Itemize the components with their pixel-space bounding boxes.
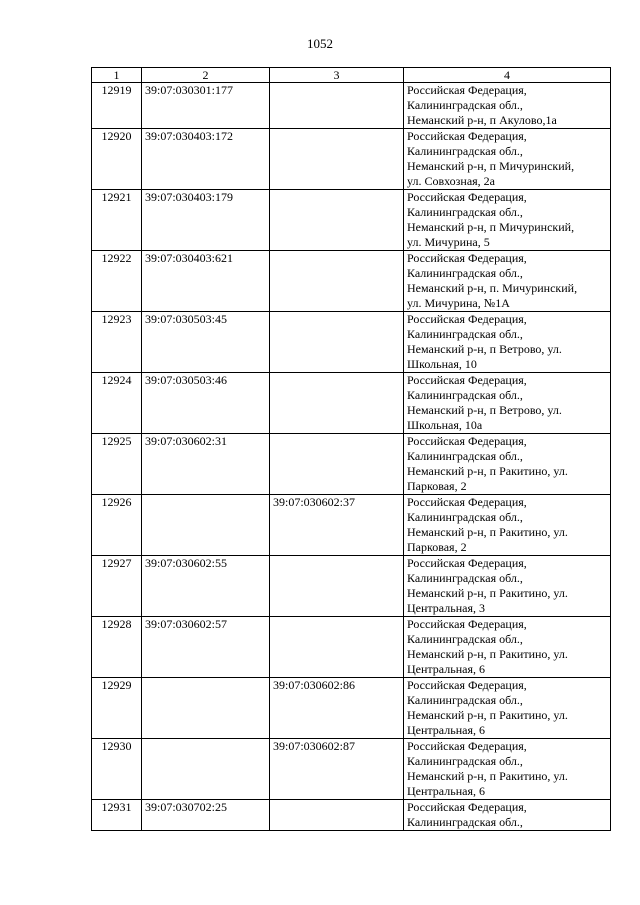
column-header-3: 3 (270, 68, 404, 83)
address-line: Российская Федерация, (407, 129, 527, 143)
column-header-4: 4 (404, 68, 611, 83)
address-line: Парковая, 2 (407, 479, 467, 493)
address-line: Неманский р-н, п Ракитино, ул. (407, 586, 568, 600)
address-line: Неманский р-н, п Ракитино, ул. (407, 769, 568, 783)
cadastral-number-alt-cell (270, 129, 404, 190)
cadastral-number-cell: 39:07:030702:25 (142, 800, 270, 831)
address-line: Неманский р-н, п Мичуринский, (407, 220, 575, 234)
cadastral-number-alt-cell (270, 617, 404, 678)
table-row (92, 373, 611, 434)
address-cell (404, 617, 611, 678)
address-line: Калининградская обл., (407, 510, 523, 524)
table-row (92, 83, 611, 129)
cadastral-number-cell (142, 739, 270, 800)
address-cell (404, 678, 611, 739)
cadastral-number-alt-cell: 39:07:030602:37 (270, 495, 404, 556)
address-line: Калининградская обл., (407, 632, 523, 646)
address-line: Российская Федерация, (407, 739, 527, 753)
address-line: Российская Федерация, (407, 434, 527, 448)
cadastral-number-alt-cell (270, 190, 404, 251)
address-line: Неманский р-н, п. Мичуринский, (407, 281, 578, 295)
table-row (92, 251, 611, 312)
table-row (92, 190, 611, 251)
row-number-cell: 12929 (92, 678, 142, 739)
address-line: Калининградская обл., (407, 571, 523, 585)
row-number-cell: 12926 (92, 495, 142, 556)
table-row (92, 129, 611, 190)
table-row (92, 739, 611, 800)
table-row (92, 678, 611, 739)
cadastral-number-cell: 39:07:030301:177 (142, 83, 270, 129)
row-number-cell: 12931 (92, 800, 142, 831)
cadastral-number-cell: 39:07:030503:46 (142, 373, 270, 434)
address-line: Калининградская обл., (407, 205, 523, 219)
cadastral-number-alt-cell (270, 373, 404, 434)
address-line: Парковая, 2 (407, 540, 467, 554)
address-cell (404, 190, 611, 251)
address-line: Российская Федерация, (407, 83, 527, 97)
cadastral-number-alt-cell (270, 251, 404, 312)
row-number-cell: 12923 (92, 312, 142, 373)
address-line: Калининградская обл., (407, 144, 523, 158)
address-line: Неманский р-н, п Акулово,1а (407, 113, 557, 127)
address-line: Неманский р-н, п Ветрово, ул. (407, 342, 562, 356)
address-cell (404, 83, 611, 129)
cadastral-number-alt-cell (270, 800, 404, 831)
address-line: Центральная, 6 (407, 784, 485, 798)
address-line: Российская Федерация, (407, 495, 527, 509)
page-number: 1052 (307, 36, 333, 51)
row-number-cell: 12928 (92, 617, 142, 678)
address-line: ул. Мичурина, 5 (407, 235, 490, 249)
address-line: Неманский р-н, п Ракитино, ул. (407, 708, 568, 722)
address-line: Неманский р-н, п Ветрово, ул. (407, 403, 562, 417)
address-line: Неманский р-н, п Ракитино, ул. (407, 525, 568, 539)
address-line: Центральная, 6 (407, 662, 485, 676)
row-number-cell: 12927 (92, 556, 142, 617)
table-row (92, 434, 611, 495)
header-row (92, 68, 611, 83)
column-header-2: 2 (142, 68, 270, 83)
address-line: Калининградская обл., (407, 815, 523, 829)
cadastral-number-alt-cell: 39:07:030602:86 (270, 678, 404, 739)
table-body (92, 83, 611, 831)
address-line: Центральная, 6 (407, 723, 485, 737)
cadastral-number-cell: 39:07:030602:55 (142, 556, 270, 617)
table-row (92, 556, 611, 617)
row-number-cell: 12922 (92, 251, 142, 312)
address-cell (404, 434, 611, 495)
address-line: Центральная, 3 (407, 601, 485, 615)
address-line: Неманский р-н, п Мичуринский, (407, 159, 575, 173)
cadastral-number-cell: 39:07:030403:172 (142, 129, 270, 190)
cadastral-number-alt-cell (270, 83, 404, 129)
address-line: Российская Федерация, (407, 373, 527, 387)
row-number-cell: 12921 (92, 190, 142, 251)
address-line: Неманский р-н, п Ракитино, ул. (407, 647, 568, 661)
cadastral-number-cell (142, 495, 270, 556)
address-cell (404, 800, 611, 831)
cadastral-number-cell: 39:07:030602:31 (142, 434, 270, 495)
row-number-cell: 12924 (92, 373, 142, 434)
address-line: Российская Федерация, (407, 800, 527, 814)
address-line: Калининградская обл., (407, 266, 523, 280)
address-cell (404, 739, 611, 800)
cadastral-number-cell: 39:07:030602:57 (142, 617, 270, 678)
address-line: Калининградская обл., (407, 98, 523, 112)
column-header-1: 1 (92, 68, 142, 83)
table-row (92, 495, 611, 556)
address-cell (404, 129, 611, 190)
address-cell (404, 373, 611, 434)
address-line: ул. Мичурина, №1А (407, 296, 510, 310)
address-cell (404, 495, 611, 556)
table-row (92, 617, 611, 678)
register-table (91, 67, 611, 831)
address-line: Калининградская обл., (407, 693, 523, 707)
address-line: Калининградская обл., (407, 449, 523, 463)
row-number-cell: 12919 (92, 83, 142, 129)
cadastral-number-alt-cell (270, 312, 404, 373)
address-line: Российская Федерация, (407, 190, 527, 204)
row-number-cell: 12930 (92, 739, 142, 800)
address-line: Школьная, 10 (407, 357, 477, 371)
cadastral-number-cell: 39:07:030403:621 (142, 251, 270, 312)
address-cell (404, 251, 611, 312)
address-line: Калининградская обл., (407, 327, 523, 341)
address-line: Российская Федерация, (407, 617, 527, 631)
address-line: Неманский р-н, п Ракитино, ул. (407, 464, 568, 478)
address-line: Российская Федерация, (407, 312, 527, 326)
table-row (92, 312, 611, 373)
cadastral-number-alt-cell (270, 556, 404, 617)
cadastral-number-alt-cell (270, 434, 404, 495)
address-line: Калининградская обл., (407, 388, 523, 402)
cadastral-number-cell: 39:07:030503:45 (142, 312, 270, 373)
table-row (92, 800, 611, 831)
address-line: Калининградская обл., (407, 754, 523, 768)
address-cell (404, 556, 611, 617)
row-number-cell: 12925 (92, 434, 142, 495)
cadastral-number-cell (142, 678, 270, 739)
address-line: Российская Федерация, (407, 556, 527, 570)
row-number-cell: 12920 (92, 129, 142, 190)
address-cell (404, 312, 611, 373)
address-line: Российская Федерация, (407, 251, 527, 265)
cadastral-number-cell: 39:07:030403:179 (142, 190, 270, 251)
address-line: ул. Совхозная, 2а (407, 174, 496, 188)
address-line: Школьная, 10а (407, 418, 483, 432)
cadastral-number-alt-cell: 39:07:030602:87 (270, 739, 404, 800)
address-line: Российская Федерация, (407, 678, 527, 692)
